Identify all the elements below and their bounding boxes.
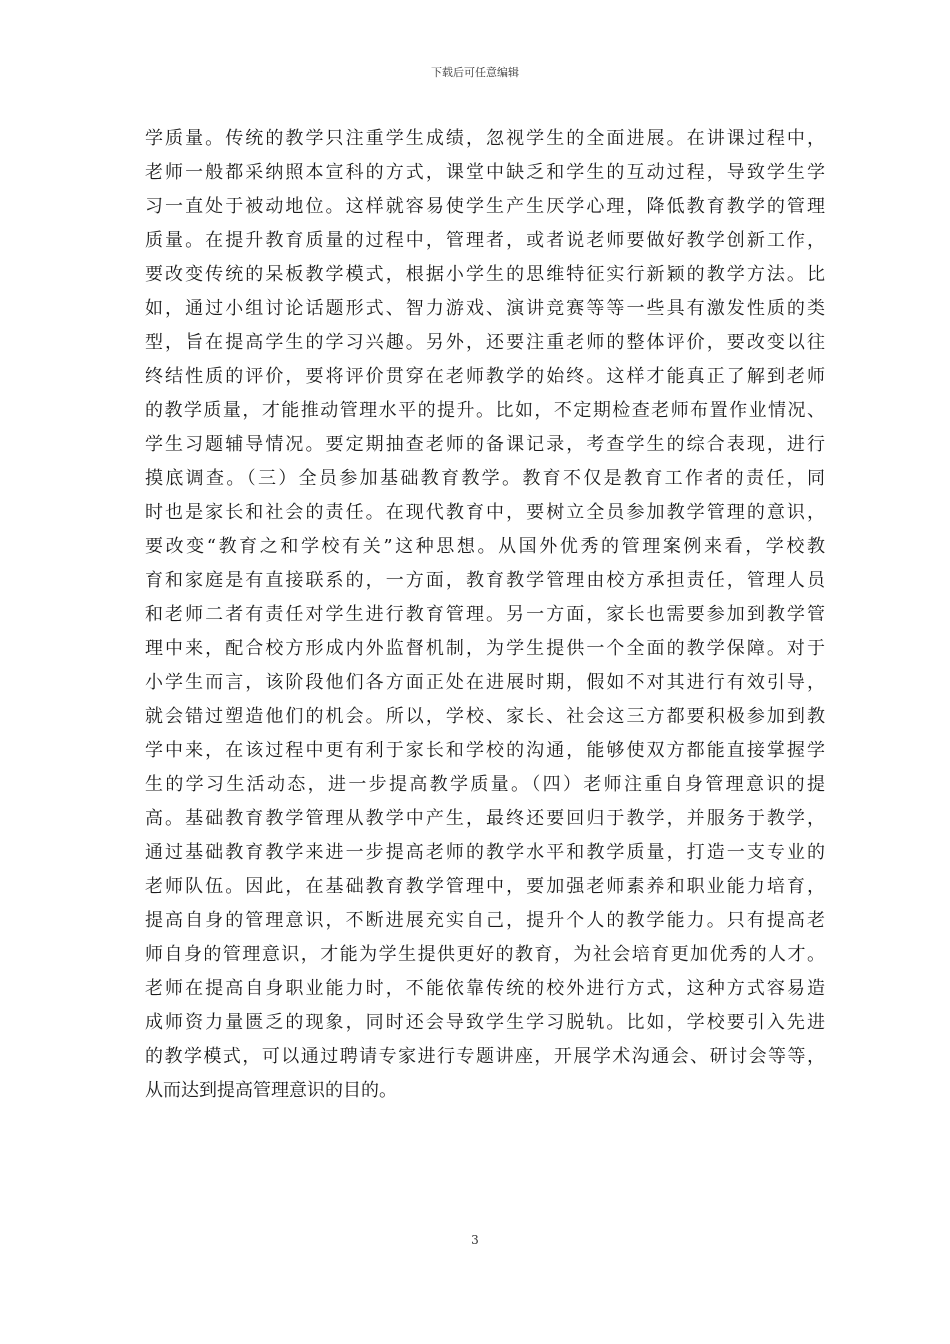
text-line: 和老师二者有责任对学生进行教育管理。另一方面，家长也需要参加到教学管 [145, 604, 825, 625]
text-line: 通过基础教育教学来进一步提高老师的教学水平和教学质量，打造一支专业的 [145, 842, 825, 863]
body-text [145, 122, 825, 1108]
text-line: 老师在提高自身职业能力时，不能依靠传统的校外进行方式，这种方式容易造 [145, 978, 825, 999]
text-line: 的教学模式，可以通过聘请专家进行专题讲座，开展学术沟通会、研讨会等等， [145, 1046, 825, 1067]
text-line: 摸底调查。（三）全员参加基础教育教学。教育不仅是教育工作者的责任，同 [145, 468, 825, 489]
text-line: 育和家庭是有直接联系的，一方面，教育教学管理由校方承担责任，管理人员 [145, 570, 825, 591]
text-line: 提高自身的管理意识，不断进展充实自己，提升个人的教学能力。只有提高老 [145, 910, 825, 931]
text-line: 成师资力量匮乏的现象，同时还会导致学生学习脱轨。比如，学校要引入先进 [145, 1012, 825, 1033]
text-line: 老师队伍。因此，在基础教育教学管理中，要加强老师素养和职业能力培育， [145, 876, 825, 897]
text-line: 学质量。传统的教学只注重学生成绩，忽视学生的全面进展。在讲课过程中， [145, 128, 825, 149]
text-line: 理中来，配合校方形成内外监督机制，为学生提供一个全面的教学保障。对于 [145, 638, 825, 659]
text-line: 从而达到提高管理意识的目的。 [145, 1080, 397, 1101]
text-line: 如，通过小组讨论话题形式、智力游戏、演讲竞赛等等一些具有激发性质的类 [145, 298, 825, 319]
text-line: 学生习题辅导情况。要定期抽查老师的备课记录，考查学生的综合表现，进行 [145, 434, 825, 455]
text-line: 终结性质的评价，要将评价贯穿在老师教学的始终。这样才能真正了解到老师 [145, 366, 825, 387]
text-line: 的教学质量，才能推动管理水平的提升。比如，不定期检查老师布置作业情况、 [145, 400, 825, 421]
page-header: 下载后可任意编辑 [431, 66, 519, 79]
text-line: 时也是家长和社会的责任。在现代教育中，要树立全员参加教学管理的意识， [145, 502, 825, 523]
page-number: 3 [471, 1233, 479, 1247]
text-line: 小学生而言，该阶段他们各方面正处在进展时期，假如不对其进行有效引导， [145, 672, 825, 693]
text-line: 要改变“教育之和学校有关”这种思想。从国外优秀的管理案例来看，学校教 [145, 536, 825, 557]
text-line: 学中来，在该过程中更有利于家长和学校的沟通，能够使双方都能直接掌握学 [145, 740, 825, 761]
text-line: 习一直处于被动地位。这样就容易使学生产生厌学心理，降低教育教学的管理 [145, 196, 825, 217]
text-line: 要改变传统的呆板教学模式，根据小学生的思维特征实行新颖的教学方法。比 [145, 264, 825, 285]
text-line: 型，旨在提高学生的学习兴趣。另外，还要注重老师的整体评价，要改变以往 [145, 332, 825, 353]
text-line: 质量。在提升教育质量的过程中，管理者，或者说老师要做好教学创新工作， [145, 230, 825, 251]
text-line: 高。基础教育教学管理从教学中产生，最终还要回归于教学，并服务于教学， [145, 808, 825, 829]
text-line: 老师一般都采纳照本宣科的方式，课堂中缺乏和学生的互动过程，导致学生学 [145, 162, 825, 183]
text-line: 生的学习生活动态，进一步提高教学质量。（四）老师注重自身管理意识的提 [145, 774, 825, 795]
text-line: 师自身的管理意识，才能为学生提供更好的教育，为社会培育更加优秀的人才。 [145, 944, 825, 965]
text-line: 就会错过塑造他们的机会。所以，学校、家长、社会这三方都要积极参加到教 [145, 706, 825, 727]
